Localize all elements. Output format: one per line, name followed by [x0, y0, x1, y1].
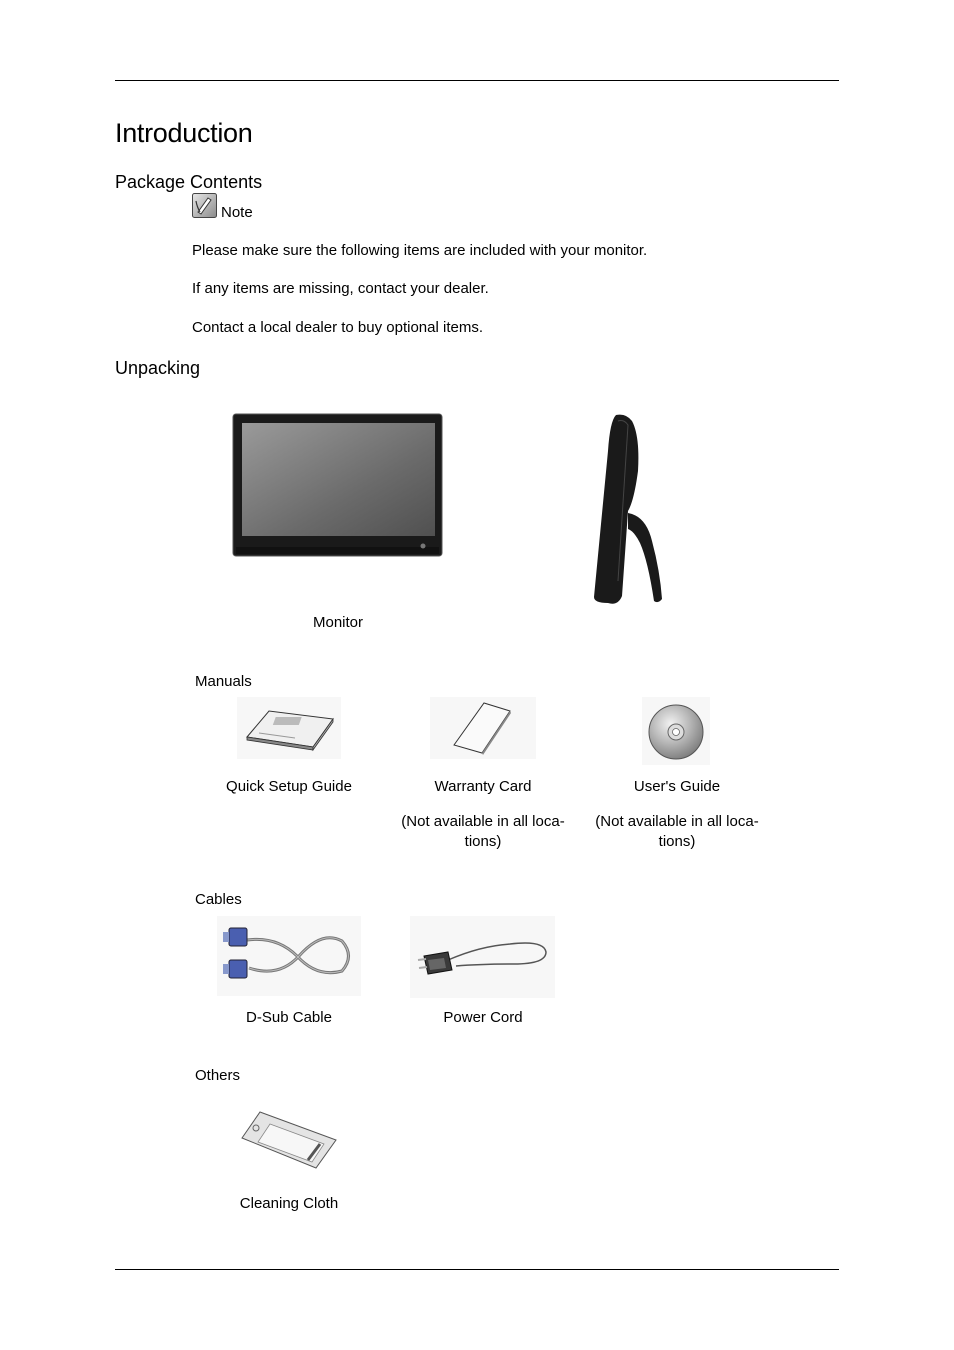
others-heading: Others — [195, 1067, 241, 1084]
monitor-label: Monitor — [312, 614, 364, 631]
users-guide-note-line-1: (Not available in all loca- — [595, 813, 759, 830]
page-title: Introduction — [115, 118, 253, 148]
note-icon — [192, 193, 217, 218]
manuals-heading: Manuals — [195, 673, 252, 690]
quick-setup-guide-image — [237, 697, 341, 759]
users-guide-label: User's Guide — [633, 778, 721, 795]
cleaning-cloth-label: Cleaning Cloth — [239, 1195, 339, 1212]
warranty-card-image — [430, 697, 536, 759]
warranty-card-availability-note — [383, 812, 583, 852]
top-rule — [115, 80, 839, 81]
cables-heading: Cables — [195, 891, 242, 908]
note-text-2: If any items are missing, contact your dealer. — [192, 280, 489, 297]
cleaning-cloth-image — [238, 1108, 340, 1172]
monitor-side-image — [588, 411, 668, 606]
warranty-card-label: Warranty Card — [434, 778, 532, 795]
quick-setup-guide-label: Quick Setup Guide — [226, 778, 352, 795]
d-sub-cable-image — [217, 916, 361, 996]
users-guide-note-line-2: tions) — [658, 833, 696, 850]
bottom-rule — [115, 1269, 839, 1270]
section-heading-package-contents: Package Contents — [115, 172, 263, 192]
section-heading-unpacking: Unpacking — [115, 358, 201, 378]
warranty-card-note-line-1: (Not available in all loca- — [401, 813, 565, 830]
users-guide-availability-note — [577, 812, 777, 852]
note-text-1: Please make sure the following items are included with your monitor. — [192, 242, 648, 259]
warranty-card-note-line-2: tions) — [464, 833, 502, 850]
d-sub-cable-label: D-Sub Cable — [246, 1009, 332, 1026]
users-guide-cd-image — [642, 697, 710, 765]
power-cord-image — [410, 916, 555, 998]
monitor-front-image — [232, 413, 443, 558]
power-cord-label: Power Cord — [443, 1009, 523, 1026]
note-label: Note — [221, 204, 253, 221]
note-text-3: Contact a local dealer to buy optional items. — [192, 319, 483, 336]
